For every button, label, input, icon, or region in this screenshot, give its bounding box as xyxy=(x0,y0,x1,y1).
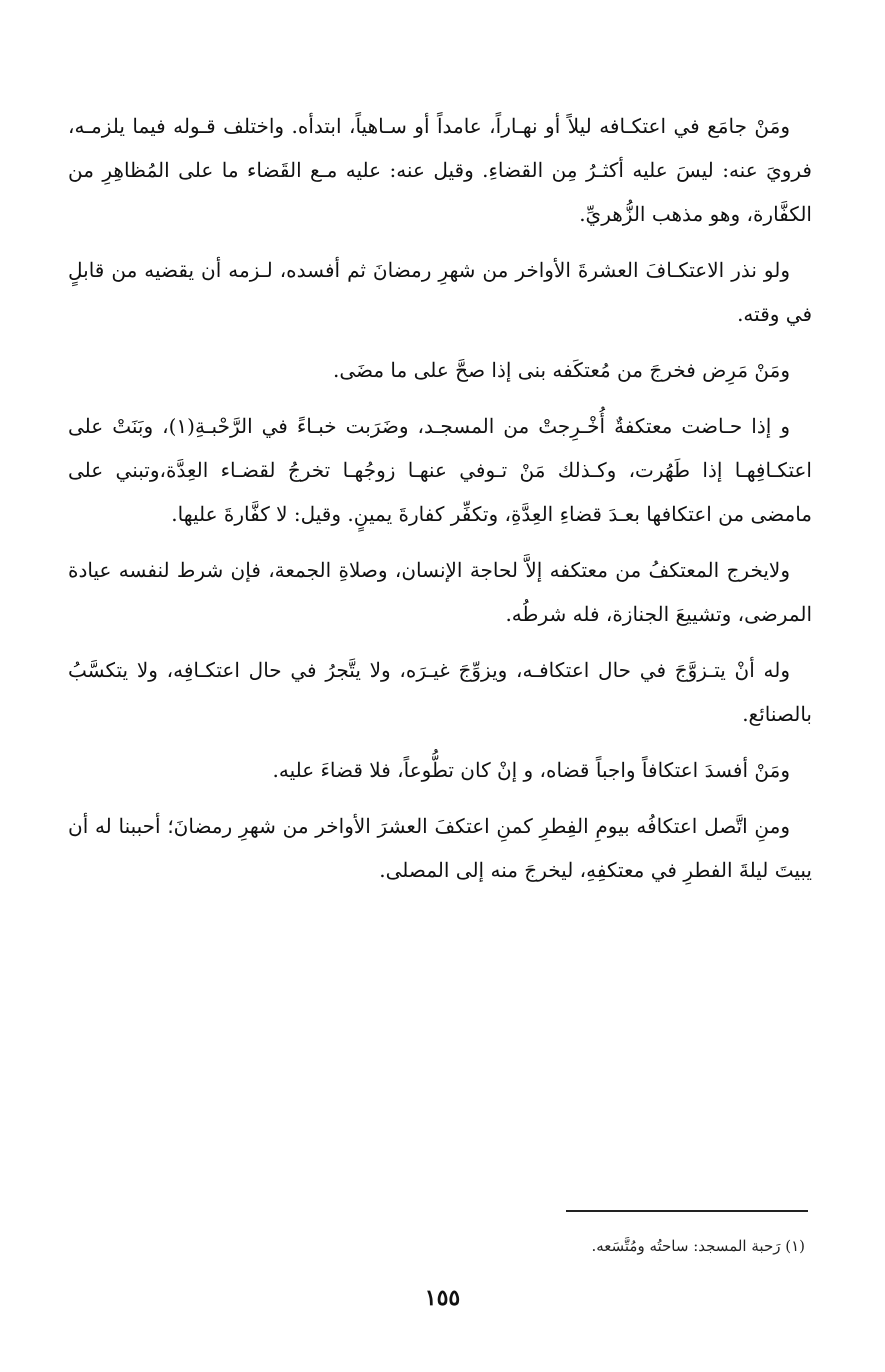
paragraph-3: ومَنْ مَرِض فخرجَ من مُعتكَفه بنى إذا صحَّ على ما مضَى. xyxy=(332,358,790,382)
paragraph-8: ومنِ اتَّصل اعتكافُه بيومِ الفِطرِ كمنِ اعتكفَ العشرَ الأواخر من شهرِ رمضانَ؛ أحببنا له أن يبيتَ ليلةَ الفطرِ في معتكفِهِ، ليخرجَ منه إلى المصلى. xyxy=(68,814,812,882)
paragraph-5: ولايخرج المعتكفُ من معتكفه إلاَّ لحاجة الإنسان، وصلاةِ الجمعة، فإن شرط لنفسه عيادة المرضى، وتشييعَ الجنازة، فله شرطُه. xyxy=(68,558,812,626)
footnote: (١) رَحبة المسجد: ساحتُه ومُتَّسَعه. xyxy=(591,1237,805,1255)
paragraph-6: وله أنْ يتـزوَّجَ في حال اعتكافـه، ويزوِّجَ غيـرَه، ولا يتَّجرُ في حال اعتكـافِه، ولا يتكسَّبُ بالصنائع. xyxy=(68,658,812,726)
paragraph-1: ومَنْ جامَع في اعتكـافه ليلاً أو نهـاراً، عامداً أو سـاهياً، ابتدأه. واختلف قـوله فيما يلزمـه، فرويَ عنه: ليسَ عليه أكثـرُ مِن القضاءِ. وقيل عنه: عليه مـع القَضاء ما على المُظاهِرِ من الكفَّارة، وهو مذهب الزُّهريِّ. xyxy=(68,114,812,226)
paragraph-2: ولو نذر الاعتكـافَ العشرةَ الأواخر من شهرِ رمضانَ ثم أفسده، لـزمه أن يقضيه من قابلٍ في وقته. xyxy=(68,258,812,326)
paragraph-4: و إذا حـاضت معتكفةٌ أُخْـرِجتْ من المسجـد، وضَرَبت خبـاءً في الرَّحْبـةِ(١)، وبَنَتْ على اعتكـافِهـا إذا طَهُرت، وكـذلك مَنْ تـوفي عنهـا زوجُهـا تخرجُ لقضـاء العِدَّة،وتبني على مامضى من اعتكافها بعـدَ قضاءِ العِدَّةِ، وتكفِّر كفارةَ يمينٍ. وقيل: لا كفَّارةَ عليها. xyxy=(68,414,812,526)
page-number: ١٥٥ xyxy=(424,1285,461,1311)
page-body xyxy=(68,104,812,904)
paragraph-7: ومَنْ أفسدَ اعتكافاً واجباً قضاه، و إنْ كان تطُّوعاً، فلا قضاءَ عليه. xyxy=(272,758,790,782)
footnote-divider xyxy=(566,1210,808,1212)
